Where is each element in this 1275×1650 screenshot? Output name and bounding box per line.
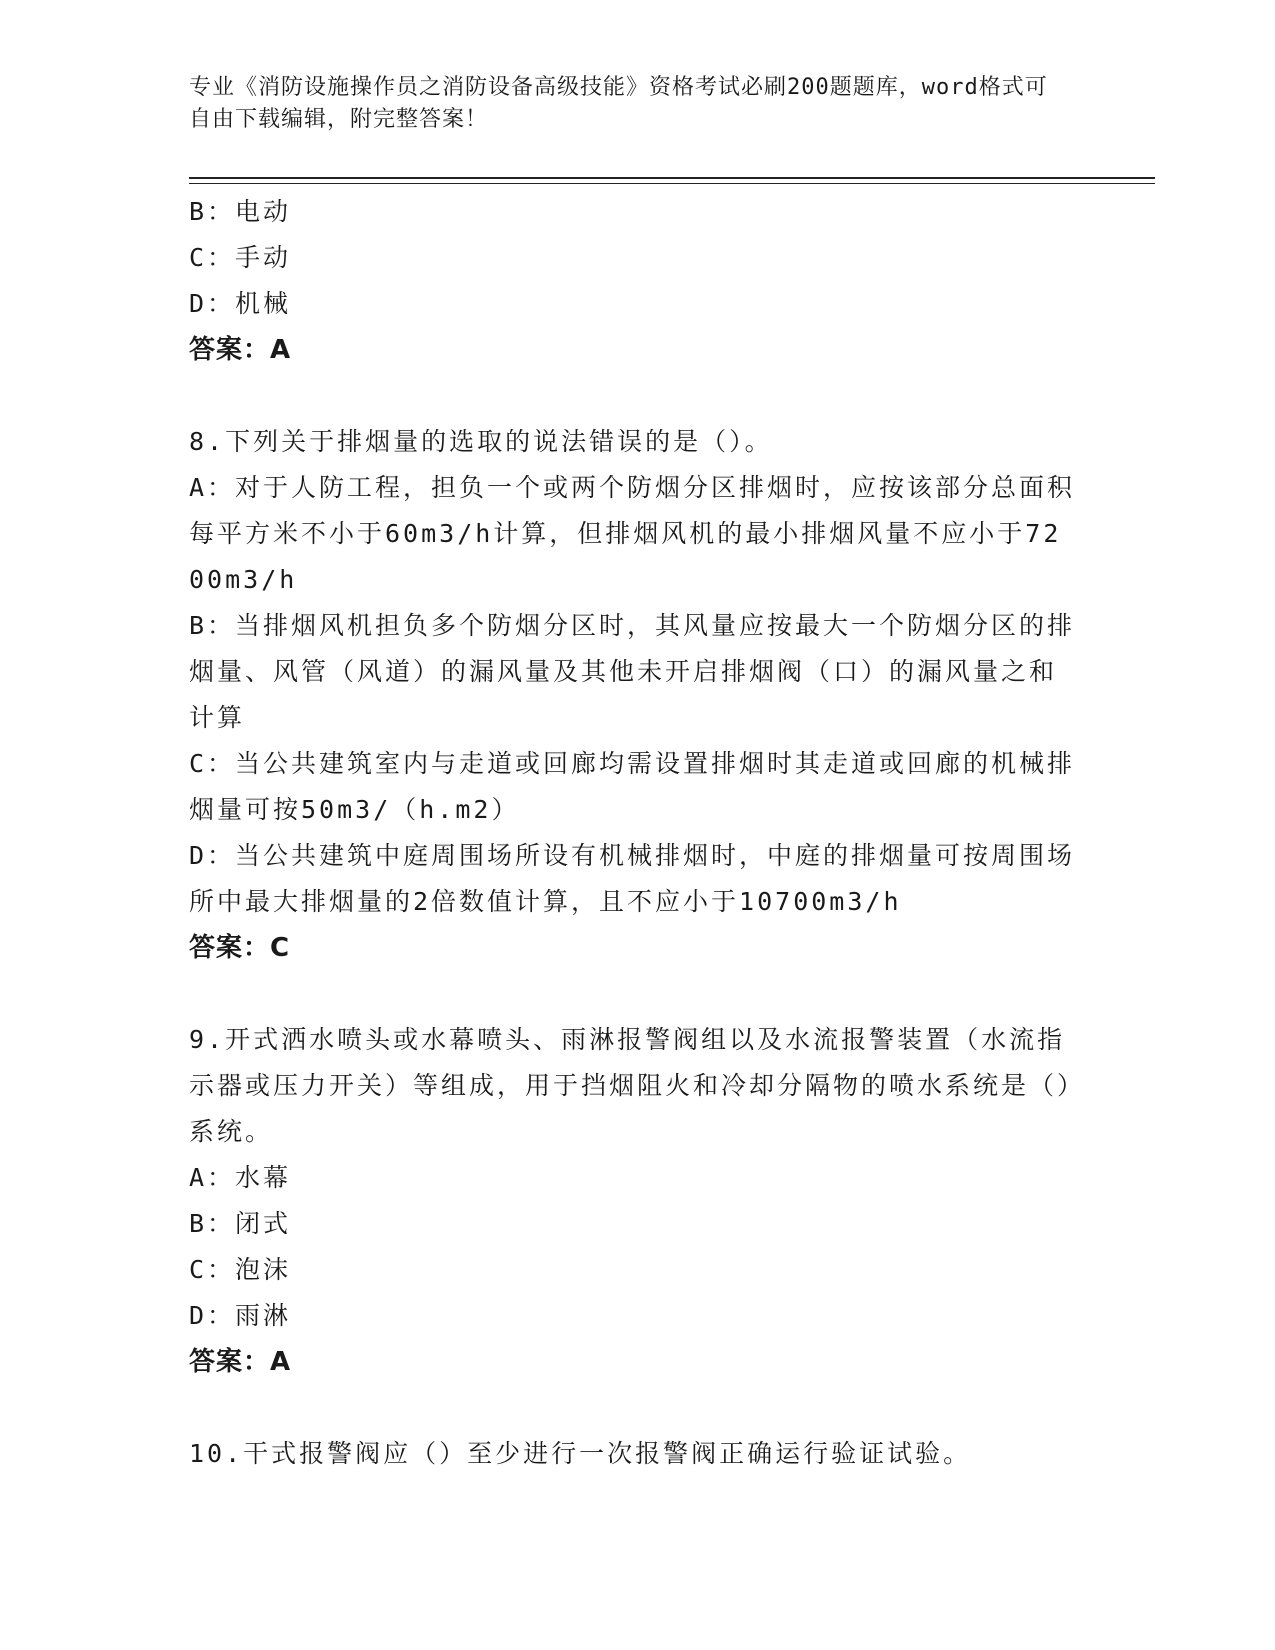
option-c: C：泡沫 bbox=[189, 1255, 292, 1284]
question-stem: 9.开式洒水喷头或水幕喷头、雨淋报警阀组以及水流报警装置（水流指示器或压力开关）等组成，用于挡烟阻火和冷却分隔物的喷水系统是（）系统。 bbox=[189, 1025, 1073, 1146]
document-title: 专业《消防设施操作员之消防设备高级技能》资格考试必刷200题题库，word格式可自由下载编辑，附完整答案！ bbox=[189, 75, 1048, 132]
option-d: D：当公共建筑中庭周围场所设有机械排烟时，中庭的排烟量可按周围场所中最大排烟量的2倍数值计算，且不应小于10700m3/h bbox=[189, 841, 1076, 916]
question-stem: 8.下列关于排烟量的选取的说法错误的是（）。 bbox=[189, 427, 773, 456]
option-a: A：水幕 bbox=[189, 1163, 292, 1192]
spacer bbox=[189, 971, 1079, 1017]
option-d: D：雨淋 bbox=[189, 1301, 292, 1330]
option-c: C：手动 bbox=[189, 243, 292, 272]
document-header bbox=[189, 72, 1069, 136]
spacer bbox=[189, 1385, 1079, 1431]
header-divider-thick bbox=[189, 177, 1155, 179]
option-b: B：闭式 bbox=[189, 1209, 292, 1238]
spacer bbox=[189, 373, 1079, 419]
question-8 bbox=[189, 419, 1079, 971]
question-7-tail bbox=[189, 189, 1079, 373]
question-9 bbox=[189, 1017, 1079, 1385]
answer-label: 答案：C bbox=[189, 933, 291, 963]
option-d: D：机械 bbox=[189, 289, 292, 318]
header-divider-thin bbox=[189, 183, 1155, 184]
question-stem: 10.干式报警阀应（）至少进行一次报警阀正确运行验证试验。 bbox=[189, 1439, 972, 1468]
question-content bbox=[189, 189, 1079, 1477]
option-b: B：电动 bbox=[189, 197, 292, 226]
option-a: A：对于人防工程，担负一个或两个防烟分区排烟时，应按该部分总面积每平方米不小于60m3/h计算，但排烟风机的最小排烟风量不应小于7200m3/h bbox=[189, 473, 1076, 594]
answer-label: 答案：A bbox=[189, 335, 292, 365]
option-b: B：当排烟风机担负多个防烟分区时，其风量应按最大一个防烟分区的排烟量、风管（风道）的漏风量及其他未开启排烟阀（口）的漏风量之和计算 bbox=[189, 611, 1076, 732]
answer-label: 答案：A bbox=[189, 1347, 292, 1377]
question-10 bbox=[189, 1431, 1079, 1477]
option-c: C：当公共建筑室内与走道或回廊均需设置排烟时其走道或回廊的机械排烟量可按50m3/（h.m2） bbox=[189, 749, 1076, 824]
